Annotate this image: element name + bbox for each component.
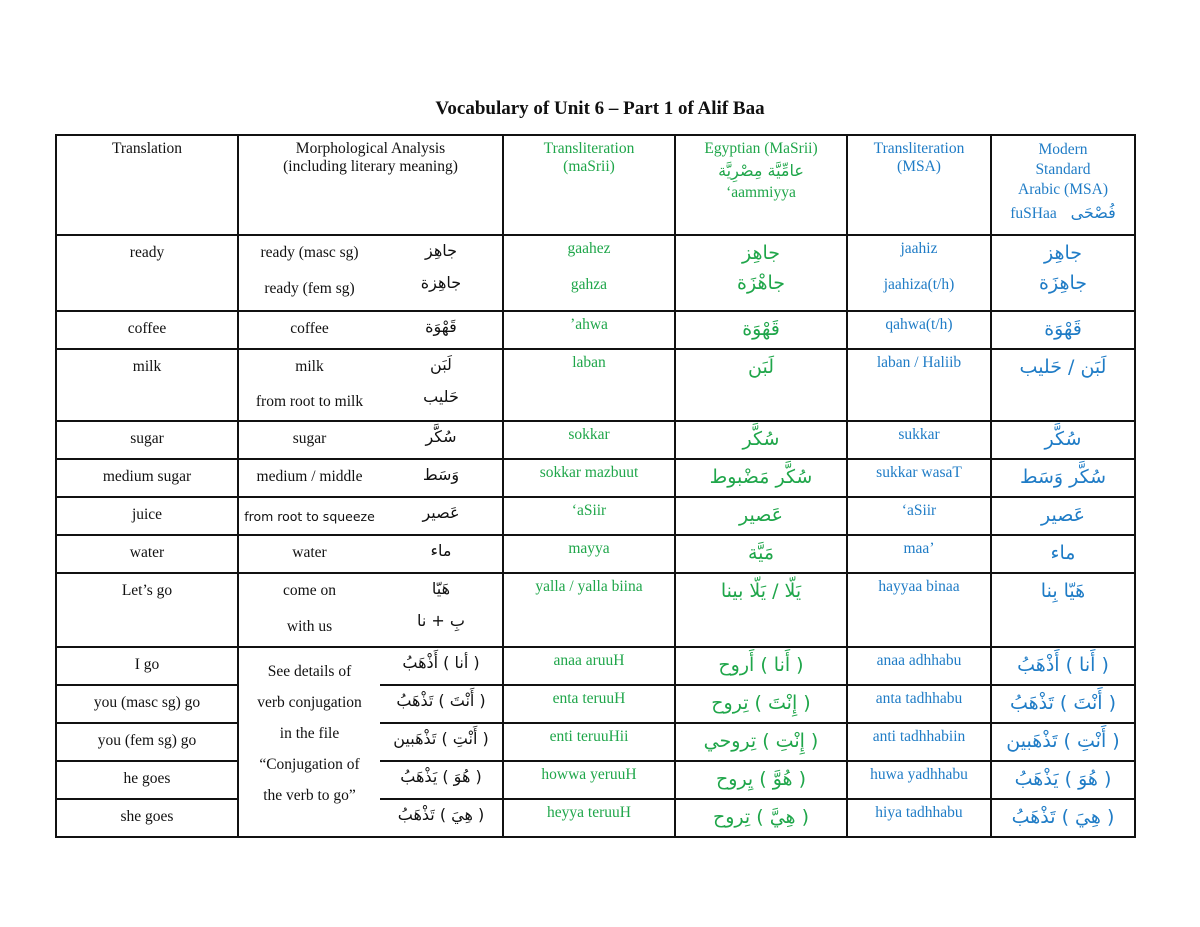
- cell-translation: water: [56, 535, 238, 573]
- cell-arabic: ( أنا ) أَذْهَبُ: [380, 647, 503, 685]
- cell-egyptian: يَلّا / يَلّا بينا: [675, 573, 847, 647]
- header-msa-fushaa: fuSHaa: [1010, 205, 1057, 222]
- arabic-b: جاهِزة: [420, 273, 462, 292]
- cell-translit-msa: [847, 235, 991, 311]
- cell-translation: medium sugar: [56, 459, 238, 497]
- table-row: [56, 459, 1135, 497]
- header-msa-fushaa-ar: فُصْحَى: [1070, 203, 1116, 222]
- cell-translit-masrii: mayya: [503, 535, 675, 573]
- cell-arabic: [380, 235, 503, 311]
- cell-msa: [991, 235, 1135, 311]
- cell-arabic: قَهْوَة: [380, 311, 503, 349]
- cell-morph: sugar: [238, 421, 380, 459]
- translit-msa-b: jaahiza(t/h): [883, 276, 955, 293]
- egyptian-b: جاهْزَة: [737, 272, 785, 294]
- arabic-b: بِ + نا: [417, 611, 465, 630]
- table-row: [56, 761, 1135, 799]
- header-egyptian-2: عامِّيَّة مِصْرِيَّة: [718, 161, 804, 180]
- cell-translation: ready: [56, 235, 238, 311]
- header-translit-msa: [847, 135, 991, 235]
- table-row: [56, 799, 1135, 837]
- cell-morph: [238, 235, 380, 311]
- table-row: [56, 535, 1135, 573]
- header-translation: Translation: [56, 135, 238, 235]
- cell-morph: medium / middle: [238, 459, 380, 497]
- cell-translit-msa: laban / Haliib: [847, 349, 991, 421]
- cell-translit-masrii: heyya teruuH: [503, 799, 675, 837]
- cell-msa: عَصير: [991, 497, 1135, 535]
- cell-arabic: [380, 573, 503, 647]
- cell-msa: ( أَنا ) أَذْهَبُ: [991, 647, 1135, 685]
- cell-translation: Let’s go: [56, 573, 238, 647]
- table-row: [56, 497, 1135, 535]
- cell-egyptian: عَصير: [675, 497, 847, 535]
- cell-arabic: سُكَّر: [380, 421, 503, 459]
- cell-translit-masrii: enti teruuHii: [503, 723, 675, 761]
- cell-egyptian: سُكَّر: [675, 421, 847, 459]
- arabic-b: حَليب: [423, 387, 459, 406]
- header-translit-masrii: [503, 135, 675, 235]
- header-egyptian: [675, 135, 847, 235]
- cell-translit-masrii: [503, 235, 675, 311]
- header-msa-4: [996, 203, 1130, 224]
- table-row: [56, 573, 1135, 647]
- note-line-5: the verb to go”: [263, 787, 356, 804]
- cell-translit-msa: maa’: [847, 535, 991, 573]
- egyptian-a: جاهِز: [741, 242, 781, 264]
- cell-egyptian: ( هُوَّ ) يِروح: [675, 761, 847, 799]
- cell-msa: ( هُوَ ) يَذْهَبُ: [991, 761, 1135, 799]
- msa-b: جاهِزَة: [1039, 272, 1087, 294]
- cell-egyptian: قَهْوَة: [675, 311, 847, 349]
- cell-morph: from root to squeeze: [238, 497, 380, 535]
- note-line-3: in the file: [279, 725, 340, 742]
- cell-msa: سُكَّر: [991, 421, 1135, 459]
- cell-msa: ماء: [991, 535, 1135, 573]
- cell-translit-msa: sukkar: [847, 421, 991, 459]
- cell-translit-msa: hayyaa binaa: [847, 573, 991, 647]
- translit-msa-a: jaahiz: [900, 240, 938, 257]
- cell-arabic: ماء: [380, 535, 503, 573]
- cell-egyptian: [675, 235, 847, 311]
- cell-egyptian: لَبَن: [675, 349, 847, 421]
- table-row: [56, 647, 1135, 685]
- cell-conjugation-note: [238, 647, 380, 837]
- cell-arabic: ( هُوَ ) يَذْهَبُ: [380, 761, 503, 799]
- table-row: [56, 349, 1135, 421]
- cell-translit-masrii: enta teruuH: [503, 685, 675, 723]
- header-morph-line2: (including literary meaning): [283, 158, 458, 175]
- header-egyptian-3: ‘aammiyya: [726, 184, 796, 201]
- header-msa-2: Standard: [1035, 161, 1091, 178]
- page-title: Vocabulary of Unit 6 – Part 1 of Alif Baa: [435, 98, 765, 119]
- cell-translit-masrii: howwa yeruuH: [503, 761, 675, 799]
- cell-translation: she goes: [56, 799, 238, 837]
- cell-translit-masrii: anaa aruuH: [503, 647, 675, 685]
- cell-translit-masrii: laban: [503, 349, 675, 421]
- cell-translation: juice: [56, 497, 238, 535]
- cell-msa: سُكَّر وَسَط: [991, 459, 1135, 497]
- cell-translit-msa: anta tadhhabu: [847, 685, 991, 723]
- header-msa: [991, 135, 1135, 235]
- cell-morph: water: [238, 535, 380, 573]
- header-morph-line1: Morphological Analysis: [295, 140, 446, 157]
- morph-a: milk: [295, 358, 324, 375]
- table-row: [56, 685, 1135, 723]
- cell-morph: coffee: [238, 311, 380, 349]
- cell-egyptian: ( هِيَّ ) تِروح: [675, 799, 847, 837]
- cell-msa: قَهْوَة: [991, 311, 1135, 349]
- cell-translation: I go: [56, 647, 238, 685]
- arabic-a: لَبَن: [430, 355, 452, 374]
- header-row: [56, 135, 1135, 235]
- cell-morph: [238, 349, 380, 421]
- table-row: [56, 235, 1135, 311]
- cell-translation: coffee: [56, 311, 238, 349]
- cell-translit-masrii: ’ahwa: [503, 311, 675, 349]
- cell-egyptian: سُكَّر مَضْبوط: [675, 459, 847, 497]
- cell-morph: [238, 573, 380, 647]
- cell-egyptian: ( أَنا ) أَروح: [675, 647, 847, 685]
- cell-translit-masrii: sokkar: [503, 421, 675, 459]
- header-translit-msa-2: (MSA): [897, 158, 941, 175]
- note-line-4: “Conjugation of: [259, 756, 360, 773]
- cell-translit-msa: hiya tadhhabu: [847, 799, 991, 837]
- cell-msa: هَيّا بِنا: [991, 573, 1135, 647]
- cell-translit-msa: ‘aSiir: [847, 497, 991, 535]
- cell-egyptian: ( إِنْتَ ) تِروح: [675, 685, 847, 723]
- cell-egyptian: مَيَّة: [675, 535, 847, 573]
- header-msa-3: Arabic (MSA): [1018, 181, 1108, 198]
- header-msa-1: Modern: [1038, 141, 1088, 158]
- cell-translation: he goes: [56, 761, 238, 799]
- cell-translation: you (fem sg) go: [56, 723, 238, 761]
- translit-masrii-b: gahza: [570, 276, 608, 293]
- cell-arabic: ( هِيَ ) تَذْهَبُ: [380, 799, 503, 837]
- morph-a: ready (masc sg): [260, 244, 359, 261]
- cell-msa: ( أَنْتِ ) تَذْهَبين: [991, 723, 1135, 761]
- cell-translit-masrii: ‘aSiir: [503, 497, 675, 535]
- header-morphology: [238, 135, 503, 235]
- table-row: [56, 723, 1135, 761]
- cell-translit-msa: qahwa(t/h): [847, 311, 991, 349]
- cell-msa: ( هِيَ ) تَذْهَبُ: [991, 799, 1135, 837]
- morph-a: come on: [283, 582, 336, 599]
- note-line-1: See details of: [267, 663, 352, 680]
- cell-arabic: ( أَنْتِ ) تَذْهَبين: [380, 723, 503, 761]
- morph-b: ready (fem sg): [264, 280, 355, 297]
- vocabulary-table: [55, 134, 1136, 838]
- cell-translation: milk: [56, 349, 238, 421]
- table-row: [56, 311, 1135, 349]
- cell-translit-masrii: yalla / yalla biina: [503, 573, 675, 647]
- cell-msa: ( أَنْتَ ) تَذْهَبُ: [991, 685, 1135, 723]
- cell-translit-msa: sukkar wasaT: [847, 459, 991, 497]
- morph-b: from root to milk: [255, 393, 364, 410]
- header-translit-masrii-1: Transliteration: [543, 140, 635, 157]
- cell-arabic: عَصير: [380, 497, 503, 535]
- cell-translation: sugar: [56, 421, 238, 459]
- cell-egyptian: ( إِنْتِ ) تِروحي: [675, 723, 847, 761]
- cell-translit-msa: anti tadhhabiin: [847, 723, 991, 761]
- arabic-a: هَيّا: [431, 579, 451, 598]
- header-translit-msa-1: Transliteration: [873, 140, 965, 157]
- msa-a: جاهِز: [1043, 242, 1083, 264]
- note-line-2: verb conjugation: [257, 694, 362, 711]
- cell-translit-masrii: sokkar mazbuut: [503, 459, 675, 497]
- cell-translation: you (masc sg) go: [56, 685, 238, 723]
- header-egyptian-1: Egyptian (MaSrii): [704, 140, 818, 157]
- table-row: [56, 421, 1135, 459]
- morph-b: with us: [286, 618, 333, 635]
- cell-msa: لَبَن / حَليب: [991, 349, 1135, 421]
- cell-arabic: ( أَنْتَ ) تَذْهَبُ: [380, 685, 503, 723]
- translit-masrii-a: gaahez: [567, 240, 611, 257]
- cell-arabic: وَسَط: [380, 459, 503, 497]
- cell-translit-msa: anaa adhhabu: [847, 647, 991, 685]
- header-translit-masrii-2: (maSrii): [563, 158, 615, 175]
- cell-arabic: [380, 349, 503, 421]
- arabic-a: جاهِز: [424, 241, 458, 260]
- cell-translit-msa: huwa yadhhabu: [847, 761, 991, 799]
